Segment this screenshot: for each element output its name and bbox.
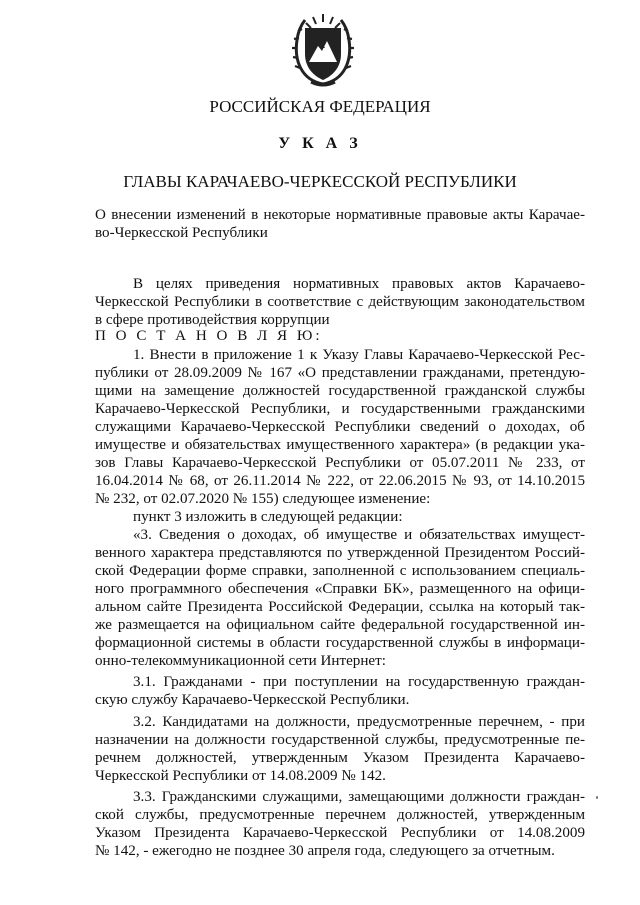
body-line: № 232, от 02.07.2020 № 155) следующее изменение: — [95, 491, 431, 507]
resolution-keyword: П О С Т А Н О В Л Я Ю: — [95, 328, 323, 344]
body-line: щими на замещение должностей государственной гражданской службы — [95, 383, 585, 399]
quoted-clause-line: ской Федерации форме справки, заполненной с использованием специаль- — [95, 563, 585, 579]
body-line: имуществе и обязательствах имущественного характера» (в редакции ука- — [95, 437, 585, 453]
subclause-line: ской службы, предусмотренные перечнем должностей, утвержденным — [95, 807, 585, 823]
body-line: 1. Внести в приложение 1 к Указу Главы Карачаево-Черкесской Рес- — [133, 347, 585, 363]
quoted-clause-line: «3. Сведения о доходах, об имуществе и обязательствах имущест- — [133, 527, 585, 543]
scan-speck — [596, 796, 598, 799]
subclause-line: 3.1. Гражданами - при поступлении на государственную граждан- — [133, 674, 585, 690]
document-title-line: во-Черкесской Республики — [95, 225, 268, 241]
document-title-line: О внесении изменений в некоторые нормативные правовые акты Карачае- — [95, 207, 585, 223]
subclause-line: речнем должностей, утвержденным Указом Президента Карачаево- — [95, 750, 585, 766]
subclause-line: скую службу Карачаево-Черкесской Республики. — [95, 692, 410, 708]
subclause-line: 3.2. Кандидатами на должности, предусмотренные перечнем, - при — [133, 714, 585, 730]
quoted-clause-line: онно-телекоммуникационной сети Интернет: — [95, 653, 386, 669]
quoted-clause-line: же размещается на официальном сайте федеральной государственной ин- — [95, 617, 585, 633]
subclause-line: Указом Президента Карачаево-Черкесской Республики от 14.08.2009 — [95, 825, 585, 841]
quoted-clause-line: альном сайте Президента Российской Федерации, ссылка на который так- — [95, 599, 585, 615]
preamble-line: в сфере противодействия коррупции — [95, 312, 330, 328]
quoted-clause-line: ного программного обеспечения «Справки БК», размещенного на офици- — [95, 581, 585, 597]
body-line: служащими Карачаево-Черкесской Республики сведений о доходах, об — [95, 419, 585, 435]
preamble-line: Черкесской Республики в соответствие с действующим законодательством — [95, 294, 585, 310]
state-name: РОССИЙСКАЯ ФЕДЕРАЦИЯ — [209, 97, 431, 116]
subclause-line: Черкесской Республики от 14.08.2009 № 142. — [95, 768, 386, 784]
preamble-line: В целях приведения нормативных правовых актов Карачаево- — [133, 276, 585, 292]
coat-of-arms-icon — [291, 10, 355, 88]
quoted-clause-line: венного характера представляются по утвержденной Президентом Россий- — [95, 545, 585, 561]
subclause-line: № 142, - ежегодно не позднее 30 апреля года, следующего за отчетным. — [95, 843, 555, 859]
body-line: зов Главы Карачаево-Черкесской Республики от 05.07.2011 № 233, от — [95, 455, 585, 471]
body-line: публики от 28.09.2009 № 167 «О представлении гражданами, претендую- — [95, 365, 585, 381]
subclause-line: 3.3. Гражданскими служащими, замещающими должности граждан- — [133, 789, 585, 805]
issuing-authority: ГЛАВЫ КАРАЧАЕВО-ЧЕРКЕССКОЙ РЕСПУБЛИКИ — [123, 172, 517, 191]
body-line: Карачаево-Черкесской Республики, и государственными гражданскими — [95, 401, 585, 417]
subclause-line: назначении на должности государственной службы, предусмотренные пе- — [95, 732, 585, 748]
body-line: 16.04.2014 № 68, от 26.11.2014 № 222, от 22.06.2015 № 93, от 14.10.2015 — [95, 473, 585, 489]
quoted-clause-line: формационной системы в области государственной службы в информаци- — [95, 635, 585, 651]
document-type: У К А З — [278, 135, 362, 152]
body-line: пункт 3 изложить в следующей редакции: — [133, 509, 403, 525]
